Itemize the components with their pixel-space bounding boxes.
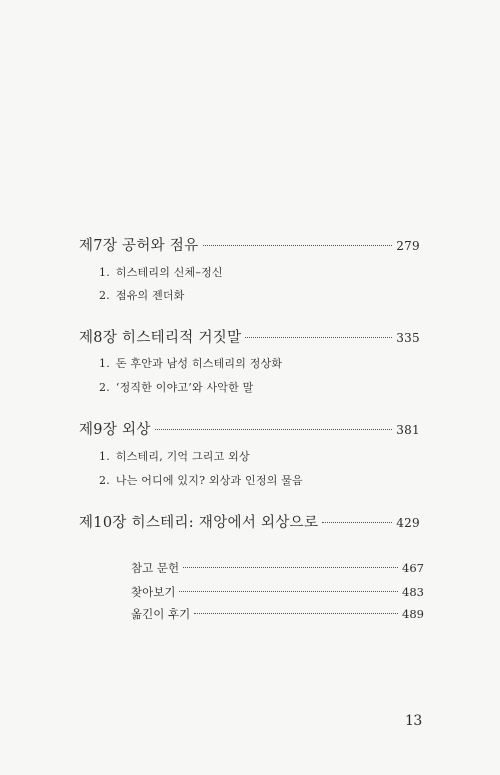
section-number: 1.: [99, 450, 110, 463]
dot-leader: [179, 591, 398, 592]
section-title: 나는 어디에 있지? 외상과 인정의 물음: [115, 474, 303, 487]
section-number: 2.: [99, 289, 110, 302]
dot-leader: [155, 429, 393, 430]
toc-backmatter-references[interactable]: [131, 560, 424, 576]
chapter-page-number: 279: [396, 239, 420, 253]
section-title: ‘정직한 이야고’와 사악한 말: [115, 381, 254, 394]
toc-chapter-8[interactable]: [79, 326, 420, 347]
toc-chapter-9[interactable]: [79, 418, 420, 439]
chapter-page-number: 381: [396, 423, 420, 437]
toc-section-8-1[interactable]: [99, 355, 282, 371]
toc-chapter-10[interactable]: [79, 511, 420, 532]
section-title: 히스테리의 신체–정신: [115, 266, 223, 279]
chapter-title: 제9장 외상: [79, 422, 151, 438]
section-title: 점유의 젠더화: [115, 289, 185, 302]
toc-backmatter-translator-afterword[interactable]: [131, 606, 424, 622]
toc-section-8-2[interactable]: [99, 379, 253, 395]
dot-leader: [194, 613, 398, 614]
toc-backmatter-index[interactable]: [131, 584, 424, 600]
toc-section-9-2[interactable]: [99, 472, 303, 488]
chapter-title: 제8장 히스테리적 거짓말: [79, 330, 242, 346]
chapter-title: 제7장 공허와 점유: [79, 238, 199, 254]
backmatter-page-number: 489: [402, 607, 424, 621]
chapter-page-number: 335: [396, 331, 420, 345]
toc-section-7-1[interactable]: [99, 264, 223, 280]
section-number: 1.: [99, 266, 110, 279]
section-number: 2.: [99, 474, 110, 487]
backmatter-page-number: 467: [402, 561, 424, 575]
toc-section-9-1[interactable]: [99, 448, 250, 464]
backmatter-title: 참고 문헌: [131, 561, 180, 575]
dot-leader: [203, 245, 393, 246]
chapter-page-number: 429: [396, 516, 420, 530]
toc-chapter-7[interactable]: [79, 234, 420, 255]
section-title: 히스테리, 기억 그리고 외상: [115, 450, 250, 463]
dot-leader: [245, 337, 392, 338]
backmatter-title: 찾아보기: [131, 585, 176, 599]
page-number: 13: [405, 713, 422, 729]
section-title: 돈 후안과 남성 히스테리의 정상화: [115, 357, 283, 370]
chapter-title: 제10장 히스테리: 재앙에서 외상으로: [79, 515, 319, 531]
dot-leader: [183, 567, 398, 568]
backmatter-title: 옮긴이 후기: [131, 607, 191, 621]
section-number: 2.: [99, 381, 110, 394]
backmatter-page-number: 483: [402, 585, 424, 599]
dot-leader: [322, 522, 392, 523]
section-number: 1.: [99, 357, 110, 370]
toc-section-7-2[interactable]: [99, 287, 185, 303]
